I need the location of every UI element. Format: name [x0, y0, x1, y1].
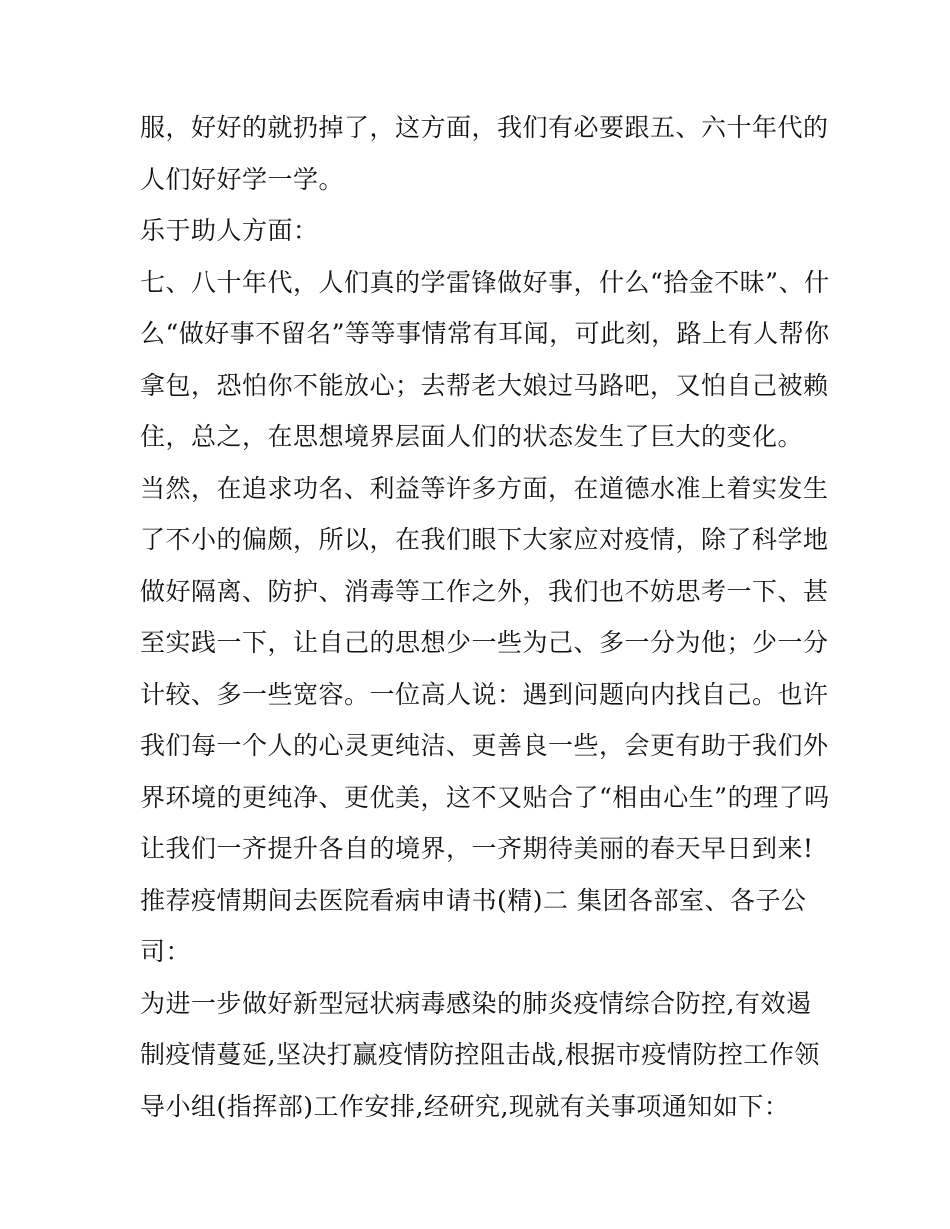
text-line: 了不小的偏颇，所以，在我们眼下大家应对疫情，除了科学地	[140, 525, 829, 554]
text-line: 住，总之，在思想境界层面人们的状态发生了巨大的变化。	[140, 422, 804, 451]
text-line: 么“做好事不留名”等等事情常有耳闻，可此刻，路上有人帮你	[140, 319, 830, 348]
text-line: 计较、多一些宽容。一位高人说：遇到问题向内找自己。也许	[140, 679, 829, 709]
text-line: 为进一步做好新型冠状病毒感染的肺炎疫情综合防控,有效遏	[140, 988, 812, 1018]
text-line: 服，好好的就扔掉了，这方面，我们有必要跟五、六十年代的	[140, 113, 829, 142]
text-line: 做好隔离、防护、消毒等工作之外，我们也不妨思考一下、甚	[140, 576, 829, 606]
section-heading: 乐于助人方面：	[140, 216, 319, 245]
text-line: 拿包，恐怕你不能放心；去帮老大娘过马路吧，又怕自己被赖	[140, 370, 829, 400]
text-line: 人们好好学一学。	[140, 164, 345, 194]
text-line: 让我们一齐提升各自的境界，一齐期待美丽的春天早日到来!	[140, 834, 814, 863]
text-line: 至实践一下，让自己的思想少一些为己、多一分为他；少一分	[140, 628, 829, 657]
text-line: 界环境的更纯净、更优美，这不又贴合了“相由心生”的理了吗	[140, 782, 830, 812]
text-line: 导小组(指挥部)工作安排,经研究,现就有关事项通知如下：	[140, 1091, 790, 1121]
document-body	[140, 102, 830, 1132]
text-line: 我们每一个人的心灵更纯洁、更善良一些，会更有助于我们外	[140, 731, 829, 760]
text-line: 推荐疫情期间去医院看病申请书(精)二 集团各部室、各子公	[140, 885, 807, 915]
text-line: 制疫情蔓延,坚决打赢疫情防控阻击战,根据市疫情防控工作领	[140, 1040, 820, 1069]
text-line: 当然，在追求功名、利益等许多方面，在道德水准上着实发生	[140, 473, 829, 503]
text-line: 七、八十年代，人们真的学雷锋做好事，什么“拾金不昧”、什	[140, 267, 830, 297]
text-line: 司：	[140, 937, 192, 966]
